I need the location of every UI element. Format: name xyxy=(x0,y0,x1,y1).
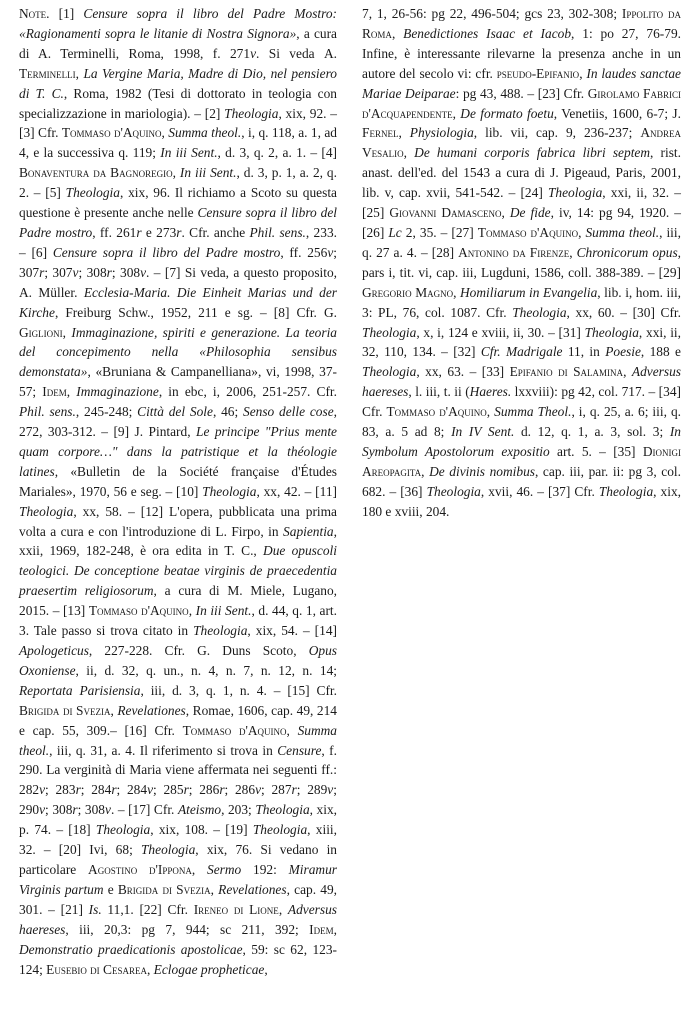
note-italic-run: r xyxy=(111,782,117,798)
note-text-run: . – [17] Cfr. xyxy=(110,802,178,818)
note-text-run: , iii, d. 3, q. 1, n. 4. – [15] Cfr. xyxy=(140,682,337,698)
note-text-run: , xyxy=(161,125,169,141)
note-italic-run: Apologeticus xyxy=(19,643,89,658)
note-text-run: , xix, 180 e xviii, 204. xyxy=(362,483,682,519)
note-author-name: Idem xyxy=(42,384,67,400)
note-italic-run: Ateismo xyxy=(177,802,222,818)
note-text-run: ; 308 xyxy=(45,802,73,818)
note-italic-run: r xyxy=(106,264,112,280)
note-text-run: ; 289 xyxy=(296,782,328,798)
note-author-name: Antonino da Firenze xyxy=(458,244,570,260)
note-text-run: , xyxy=(188,603,196,619)
note-italic-run: Cfr. Madrigale xyxy=(480,344,563,360)
note-author-name: Girolamo Fabrici d'Acquapendente xyxy=(362,85,681,121)
note-author-name: Brigida di Svezia xyxy=(117,881,211,897)
note-italic-run: In laudes sanctae Mariae Deiparae xyxy=(362,65,682,101)
note-text-run: ; 308 xyxy=(78,264,107,280)
note-text-run: ; 284 xyxy=(116,782,148,798)
note-italic-run: In iii Sent. xyxy=(160,145,218,161)
note-text-run: , xyxy=(110,702,118,718)
note-italic-run: Theologia xyxy=(598,483,654,499)
note-text-run: , xyxy=(501,205,510,221)
note-text-run: , d. 3, q. 2, a. 1. – [4] xyxy=(217,145,337,161)
note-text-run: , xyxy=(452,105,461,121)
note-italic-run: Reportata Parisiensia xyxy=(19,682,141,698)
note-text-run: , in ebc, i, 2006, 251-257. Cfr. xyxy=(158,384,337,400)
note-text-run: , d. 44, q. 1, art. 3. Tale passo si trova citato in xyxy=(19,603,337,639)
note-italic-run: r xyxy=(75,782,81,798)
note-italic-run: De formato foetu xyxy=(460,105,554,121)
note-italic-run: Theologia xyxy=(426,483,481,499)
note-text-run: , xix, 108. – [19] xyxy=(150,822,253,838)
note-italic-run: v xyxy=(140,264,147,280)
note-italic-run: v xyxy=(39,802,46,818)
note-text-run: , «Bruniana & Campanelliana», vi, 1998, 37-57; xyxy=(19,364,337,400)
note-text-run: art. 5. – [35] xyxy=(549,443,643,459)
note-italic-run: Physiologia xyxy=(409,125,474,141)
note-text-run: , xiii, 32. – [20] Ivi, 68; xyxy=(19,822,338,858)
note-text-run: , 203; xyxy=(221,802,256,818)
note-italic-run: Senso delle cose xyxy=(243,404,334,420)
note-author-name: Tommaso d'Aquino xyxy=(182,722,287,738)
note-text-run: d. 12, q. 1, a. 3, sol. 3; xyxy=(514,424,670,440)
note-author-name: Agostino d'Ippona xyxy=(88,861,192,877)
note-author-name: Bonaventura da Bagnoregio xyxy=(19,165,173,181)
note-text-run: , ff. 261 xyxy=(92,224,137,240)
note-text-run: , lib. vii, cap. 9, 236-237; xyxy=(473,125,641,141)
note-italic-run: Eclogae propheticae xyxy=(153,961,265,977)
note-italic-run: De divinis nomibus xyxy=(429,463,535,479)
note-italic-run: Theologia xyxy=(362,364,417,380)
note-text-run: , i, q. 25, a. 6; iii, q. 83, a. 5 ad 8; xyxy=(362,404,681,440)
note-author-name: Gregorio Magno xyxy=(362,284,454,300)
note-italic-run: La Vergine Maria, Madre di Dio, nel pensiero di T. C. xyxy=(19,65,337,101)
note-italic-run: Theologia xyxy=(224,105,279,121)
note-text-run: , 46; xyxy=(212,404,243,420)
note-author-name: Tommaso d'Aquino xyxy=(477,224,579,240)
note-text-run: ; 286 xyxy=(188,782,220,798)
note-italic-run: Phil. sens. xyxy=(19,404,76,420)
note-author-name: A. Terminelli xyxy=(19,45,337,81)
note-italic-run: r xyxy=(291,782,297,798)
note-text-run: e 273 xyxy=(141,224,177,240)
note-italic-run: In iii Sent. xyxy=(179,165,237,181)
note-text-run: , xix, 54. – [14] xyxy=(247,623,337,639)
note-text-run: , a cura di A. Terminelli, Roma, 1998, f. 271 xyxy=(19,25,337,61)
note-text-run: , cap. iii, par. ii: pg 3, col. 682. – [36] xyxy=(362,463,681,499)
note-author-name: Giovanni Damasceno xyxy=(389,205,502,221)
note-italic-run: In IV Sent. xyxy=(451,424,515,440)
note-text-run: , 245-248; xyxy=(75,404,138,420)
note-text-run: . – [7] Si veda, a questo proposito, A. Müller. xyxy=(19,264,338,300)
note-italic-run: In iii Sent. xyxy=(195,603,252,619)
note-text-run: . Cfr. anche xyxy=(181,224,250,240)
note-italic-run: Theologia xyxy=(202,483,257,499)
note-author-name: Ippolito da Roma xyxy=(362,6,681,41)
note-text-run: , xyxy=(75,65,84,81)
note-text-run: , lib. i, hom. iii, 3: PL, 76, col. 1087. Cfr. xyxy=(362,284,682,320)
note-author-name: Tommaso d'Aquino xyxy=(61,125,162,141)
note-text-run: , 1: po 27, 76-79. Infine, è interessante rilevarne la presenza anche in un autore del secolo vi: cfr. xyxy=(362,25,681,81)
note-italic-run: Poesie xyxy=(605,344,641,360)
note-italic-run: v xyxy=(250,45,257,61)
note-italic-run: v xyxy=(255,782,262,798)
note-text-run: , xx, 42. – [11] xyxy=(256,483,337,499)
note-author-name: G. Giglioni xyxy=(19,304,337,340)
note-italic-run: Theologia xyxy=(512,304,567,320)
note-italic-run: Theologia xyxy=(140,842,196,858)
note-text-run: ; 307 xyxy=(44,264,73,280)
note-text-run: lxxviii): pg 42, col. 717. – [34] Cfr. xyxy=(362,384,681,420)
note-text-run: 11, in xyxy=(562,344,606,360)
note-text-run: , iii, q. 31, a. 4. Il riferimento si trova in xyxy=(49,742,278,758)
note-italic-run: Adversus haereses xyxy=(19,901,337,937)
notes-column-right xyxy=(362,4,681,522)
note-text-run: ; 286 xyxy=(224,782,256,798)
note-author-name: Tommaso d'Aquino xyxy=(88,603,189,619)
note-text-run: , xyxy=(453,284,461,300)
note-italic-run: Città del Sole xyxy=(137,404,213,420)
note-text-run: , iii, q. 27 a. 4. – [28] xyxy=(362,224,681,260)
note-italic-run: Le principe "Prius mente quam corpore…" dans la patristique et la théologie latines xyxy=(19,424,337,479)
note-text-run: [1] xyxy=(58,6,84,21)
note-text-run: , xxi, ii, 32, 110, 134. – [32] xyxy=(362,324,681,360)
note-italic-run: r xyxy=(219,782,225,798)
note-text-run: ; 285 xyxy=(153,782,184,798)
note-text-run: , Freiburg Schw., 1952, 211 e sg. – [8] Cfr. xyxy=(54,304,324,320)
note-italic-run: v xyxy=(327,782,334,798)
note-text-run: , Venetiis, 1600, 6-7; J. xyxy=(553,105,681,121)
note-text-run: , xyxy=(403,145,415,161)
note-italic-run: Summa Theol. xyxy=(494,404,572,420)
note-italic-run: Theologia xyxy=(255,802,310,818)
note-italic-run: Theologia xyxy=(193,623,248,639)
note-italic-run: v xyxy=(147,782,154,798)
note-italic-run: Censure xyxy=(277,742,322,758)
note-text-run: ; 284 xyxy=(80,782,112,798)
note-italic-run: Theologia xyxy=(95,822,151,838)
note-text-run: , 59: sc 62, 123-124; xyxy=(19,941,337,977)
note-text-run: , x, i, 124 e xviii, ii, 30. – [31] xyxy=(416,324,585,340)
note-italic-run: Immaginazione, spiriti e generazione. La teoria del concepimento nella «Philosophia sensibus demonstata» xyxy=(19,324,337,380)
notes-paragraph-right xyxy=(362,4,681,522)
note-text-run: e xyxy=(103,881,118,897)
note-text-run: . Si veda xyxy=(256,45,324,61)
note-italic-run: Ecclesia-Maria. Die Einheit Marias und der Kirche xyxy=(19,284,337,320)
note-italic-run: Censure sopra il libro del Padre mostro xyxy=(19,205,337,240)
note-author-name: Andrea Vesalio xyxy=(362,125,681,161)
note-text-run: , xix, p. 74. – [18] xyxy=(19,802,337,838)
note-italic-run: Phil. sens. xyxy=(249,224,306,240)
note-italic-run: Censure sopra il libro del Padre mostro xyxy=(52,244,281,260)
note-author-name: Eusebio di Cesarea xyxy=(46,961,147,977)
note-italic-run: Summa theol. xyxy=(19,722,337,758)
note-text-run: , xix, 96. Il richiamo a Scoto su questa questione è presente anche nelle xyxy=(19,185,337,221)
note-text-run: 11,1. [22] Cfr. xyxy=(101,901,194,917)
note-text-run: , f. 290. La verginità di Maria viene affermata nei seguenti ff.: 282 xyxy=(19,742,337,798)
note-text-run: , xyxy=(623,364,632,380)
note-text-run: , 233. – [6] xyxy=(19,224,337,260)
note-italic-run: Due opuscoli teologici. De conceptione beatae virginis de praecedentia praesertim religiosorum xyxy=(19,543,337,599)
note-text-run: , xyxy=(62,324,72,340)
note-italic-run: Benedictiones Isaac et Iacob xyxy=(403,25,572,41)
note-text-run: : pg 43, 488. – [23] Cfr. xyxy=(455,85,588,101)
note-text-run: , xxii, 1969, 182-248, è ora edita in T. C., xyxy=(19,523,337,559)
note-text-run: 7, 1, 26-56: pg 22, 496-504; gcs 23, 302-308; xyxy=(362,6,622,21)
note-italic-run: r xyxy=(136,224,142,240)
note-author-name: Fernel xyxy=(362,125,399,141)
note-text-run: , ii, d. 32, q. un., n. 4, n. 7, n. 12, n. 14; xyxy=(75,662,337,678)
note-text-run: , l. iii, t. ii ( xyxy=(408,384,470,400)
note-italic-run: r xyxy=(176,224,182,240)
note-text-run: , xxi, ii, 32. – [25] xyxy=(362,185,682,221)
note-text-run: , xyxy=(172,165,180,181)
note-text-run: , xix, 76. Si vedano in particolare xyxy=(19,842,337,877)
note-italic-run: Homiliarum in Evangelia xyxy=(460,284,598,300)
note-italic-run: Theologia xyxy=(584,324,639,340)
notes-column-left xyxy=(19,4,337,979)
note-italic-run: Summa theol. xyxy=(168,125,242,141)
notes-paragraph-left xyxy=(19,4,337,979)
note-text-run: ; 307 xyxy=(19,244,337,280)
note-italic-run: De fide xyxy=(509,205,551,221)
note-text-run: 2, 35. – [27] xyxy=(401,224,478,240)
note-text-run: , xyxy=(578,224,586,240)
note-text-run: , xx, 58. – [12] L'opera, pubblicata una prima volta a cura e con l'introduzione di L. Firpo, in xyxy=(19,503,337,539)
note-italic-run: v xyxy=(104,802,111,818)
note-text-run: , xyxy=(398,125,410,141)
note-text-run: , d. 3, p. 1, a. 2, q. 2. – [5] xyxy=(19,165,337,201)
note-italic-run: Summa theol. xyxy=(585,224,660,240)
note-italic-run: Sermo xyxy=(207,861,242,877)
note-text-run: , i, q. 118, a. 1, ad 4, e la successiva q. 119; xyxy=(19,125,337,161)
note-italic-run: Chronicorum opus xyxy=(576,244,678,260)
note-text-run: ; 308 xyxy=(77,802,105,818)
note-italic-run: Theologia xyxy=(547,185,603,201)
note-italic-run: In Symbolum Apostolorum expositio xyxy=(362,424,681,459)
note-text-run: , xyxy=(579,65,587,81)
note-text-run: , xyxy=(264,961,268,977)
note-italic-run: v xyxy=(327,244,334,260)
note-italic-run: Revelationes xyxy=(117,702,186,718)
note-text-run: , xx, 63. – [33] xyxy=(416,364,510,380)
note-text-run: , iii, 20,3: pg 7, 944; sc 211, 392; xyxy=(65,921,310,937)
note-text-run: , rist. anast. dell'ed. del 1543 a cura di J. Pigeaud, Paris, 2001, lib. v, cap. xvii, 541-542. – [24] xyxy=(362,145,681,201)
note-italic-run: v xyxy=(72,264,79,280)
note-text-run: , xvii, 46. – [37] Cfr. xyxy=(480,483,599,499)
note-italic-run: r xyxy=(72,802,78,818)
note-italic-run: Theologia xyxy=(19,503,74,519)
note-italic-run: De humani corporis fabrica libri septem xyxy=(414,145,651,161)
note-italic-run: Haeres. xyxy=(469,384,512,400)
note-author-name: Ireneo di Lione xyxy=(193,901,279,917)
note-text-run: , xyxy=(66,384,77,400)
note-text-run: , cap. 49, 301. – [21] xyxy=(19,881,337,917)
note-text-run: , iv, 14: pg 94, 1920. – [26] xyxy=(362,205,681,240)
note-italic-run: r xyxy=(183,782,189,798)
note-italic-run: v xyxy=(39,782,46,798)
note-text-run: , xyxy=(191,861,208,877)
note-author-name: Epifanio di Salamina xyxy=(509,364,624,380)
note-text-run: , xyxy=(333,921,337,937)
note-text-run: , xyxy=(210,881,219,897)
note-author-name: Tommaso d'Aquino xyxy=(386,404,487,420)
note-italic-run: Miramur Virginis partum xyxy=(19,861,337,897)
note-italic-run: Demonstratio praedicationis apostolicae xyxy=(19,941,243,957)
note-text-run: , 272, 303-312. – [9] J. Pintard, xyxy=(19,404,337,440)
note-italic-run: Theologia xyxy=(362,324,417,340)
note-italic-run: Theologia xyxy=(65,185,120,201)
note-text-run: , a cura di M. Miele, Lugano, 2015. – [13] xyxy=(19,583,338,619)
note-italic-run: Revelationes xyxy=(218,881,287,897)
note-text-run: , «Bulletin de la Société française d'Études Mariales», 1970, 56 e seg. – [10] xyxy=(19,463,337,499)
note-text-run: , xyxy=(486,404,495,420)
note-text-run: , xx, 60. – [30] Cfr. xyxy=(566,304,681,320)
note-text-run: ; 290 xyxy=(19,782,337,818)
note-text-run: , xyxy=(278,901,288,917)
note-text-run: , ff. 256 xyxy=(280,244,328,260)
note-author-name: pseudo-Epifanio xyxy=(496,65,580,81)
note-text-run: , Roma, 1982 (Tesi di dottorato in teologia con specializzazione in mariologia). – [2] xyxy=(19,85,337,121)
note-text-run: , 227-228. Cfr. G. Duns Scoto, xyxy=(88,643,309,658)
note-italic-run: Immaginazione xyxy=(76,384,159,400)
note-author-name: Idem xyxy=(309,921,334,937)
note-text-run: , xyxy=(391,25,404,41)
note-text-run: ; 308 xyxy=(111,264,141,280)
note-text-run: ; 283 xyxy=(45,782,76,798)
note-italic-run: r xyxy=(39,264,45,280)
note-text-run: , xyxy=(569,244,577,260)
note-italic-run: Adversus haereses xyxy=(362,364,681,400)
note-text-run: , xyxy=(146,961,154,977)
note-author-name: Brigida di Svezia xyxy=(19,702,111,718)
note-italic-run: Lc xyxy=(388,224,402,240)
note-italic-run: Opus Oxoniense xyxy=(19,643,337,678)
note-author-name: Dionigi Areopagita xyxy=(362,443,681,479)
note-italic-run: Is. xyxy=(88,901,102,917)
note-italic-run: Theologia xyxy=(252,822,308,838)
note-italic-run: Sapientia xyxy=(283,523,334,539)
note-text-run: , 188 e xyxy=(640,344,681,360)
note-text-run: , pars i, tit. vi, cap. iii, Lugduni, 1586, coll. 388-389. – [29] xyxy=(362,244,682,280)
note-text-run: , xix, 92. – [3] Cfr. xyxy=(19,105,337,141)
note-text-run: , xyxy=(421,463,430,479)
note-italic-run: Censure sopra il libro del Padre Mostro: «Ragionamenti sopra le litanie di Nostra Signora» xyxy=(19,6,337,41)
notes-heading: Note. xyxy=(19,6,59,21)
note-text-run: ; 287 xyxy=(261,782,292,798)
note-text-run: , xyxy=(286,722,298,738)
note-text-run: 192: xyxy=(241,861,289,877)
note-text-run: , Romae, 1606, cap. 49, 214 e cap. 55, 309.– [16] Cfr. xyxy=(19,702,337,738)
